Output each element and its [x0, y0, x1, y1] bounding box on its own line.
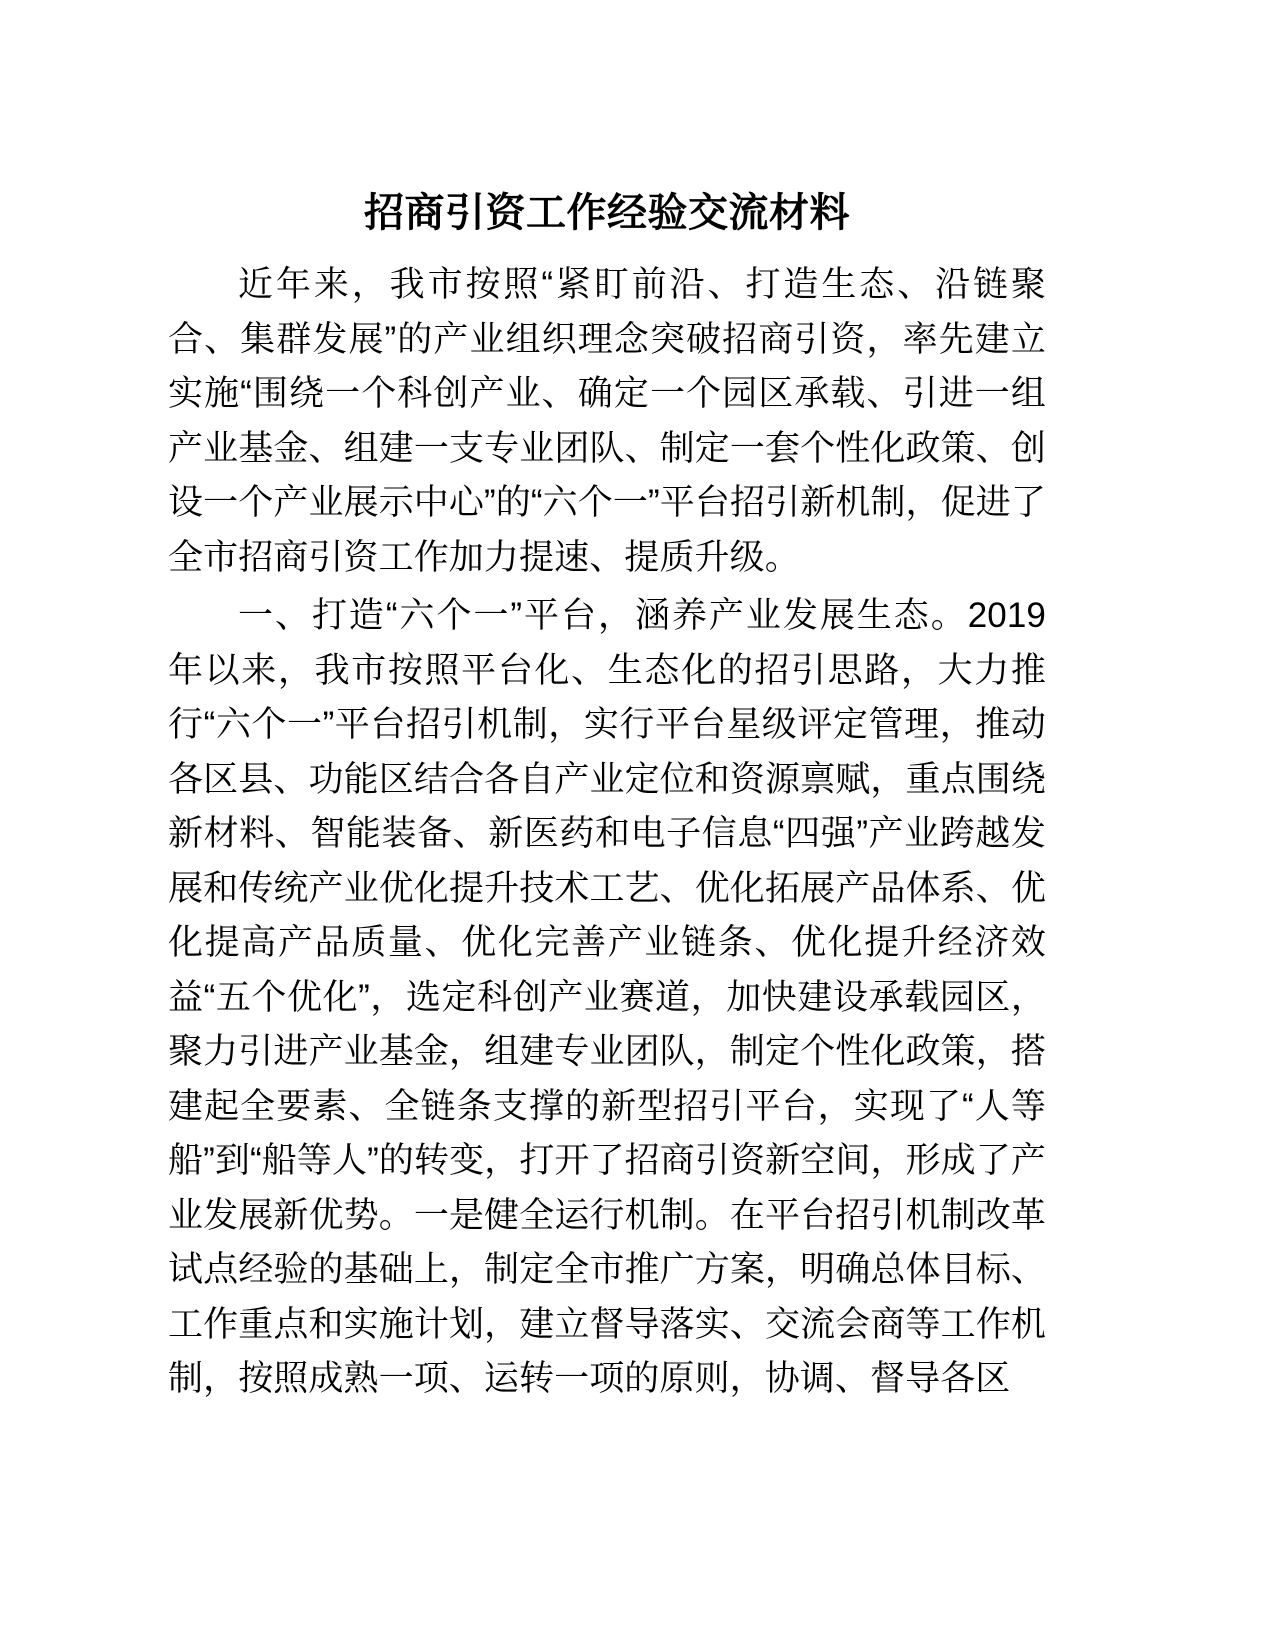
page-title: 招商引资工作经验交流材料 — [364, 191, 850, 235]
body-paragraph-2: 一、打造“六个一”平台，涵养产业发展生态。2019 年以来，我市按照平台化、生态化的招引思路，大力推行“六个一”平台招引机制，实行平台星级评定管理，推动各区县、功能区结合各自产业定位和资源禀赋，重点围绕新材料、智能装备、新医药和电子信息“四强”产业跨越发展和传统产业优化提升技术工艺、优化拓展产品体系、优化提高产品质量、优化完善产业链条、优化提升经济效益“五个优化”，选定科创产业赛道，加快建设承载园区，聚力引进产业基金，组建专业团队，制定个性化政策，搭建起全要素、全链条支撑的新型招引平台，实现了“人等船”到“船等人”的转变，打开了招商引资新空间，形成了产业发展新优势。一是健全运行机制。在平台招引机制改革试点经验的基础上，制定全市推广方案，明确总体目标、工作重点和实施计划，建立督导落实、交流会商等工作机制，按照成熟一项、运转一项的原则，协调、督导各区 — [168, 596, 1046, 1398]
body-paragraph-1: 近年来，我市按照“紧盯前沿、打造生态、沿链聚合、集群发展”的产业组织理念突破招商引资，率先建立实施“围绕一个科创产业、确定一个园区承载、引进一组产业基金、组建一支专业团队、制定一套个性化政策、创设一个产业展示中心”的“六个一”平台招引新机制，促进了全市招商引资工作加力提速、提质升级。 — [168, 265, 1046, 577]
document-body — [168, 186, 1046, 1407]
